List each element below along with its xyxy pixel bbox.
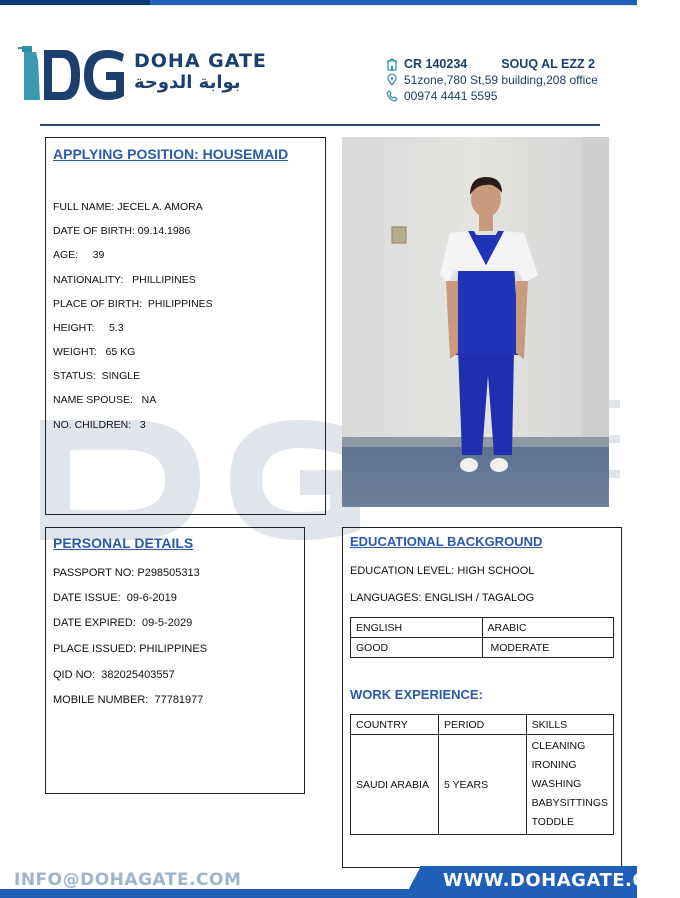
field-status: STATUS: SINGLE (53, 370, 141, 382)
table-row (351, 735, 614, 835)
table-row (351, 618, 614, 638)
personal-details-title: PERSONAL DETAILS (53, 535, 194, 551)
field-full-name: FULL NAME: JECEL A. AMORA (53, 201, 203, 213)
brand-name: DOHA GATE (134, 50, 267, 72)
skill-item: BABYSITTINGS (531, 797, 608, 809)
field-education-level: EDUCATION LEVEL: HIGH SCHOOL (350, 565, 535, 577)
skill-item: IRONING (531, 759, 577, 771)
table-cell-country: SAUDI ARABIA (351, 735, 439, 835)
table-cell-skills (526, 735, 613, 835)
skill-item: TODDLE (531, 816, 574, 828)
field-age: AGE: 39 (53, 249, 105, 261)
doha-gate-logo (18, 42, 126, 104)
skill-item: WASHING (531, 778, 582, 790)
address: 51zone,780 St,59 building,208 office (404, 73, 598, 87)
field-place-issued: PLACE ISSUED: PHILIPPINES (53, 643, 208, 655)
cr-number: CR 140234 (404, 57, 468, 71)
language-table (350, 617, 614, 658)
top-stripe-dark (0, 0, 150, 5)
footer-website-link[interactable]: WWW.DOHAGATE.COM (443, 870, 680, 891)
table-row (351, 638, 614, 658)
table-header-cell: COUNTRY (351, 715, 439, 735)
work-experience-table (350, 714, 614, 835)
skill-item: CLEANING (531, 740, 586, 752)
location-name: SOUQ AL EZZ 2 (501, 57, 596, 71)
work-experience-title: WORK EXPERIENCE: (350, 687, 483, 702)
brand-name-arabic: بوابة الدوحة (134, 72, 241, 93)
table-cell: GOOD (351, 638, 483, 658)
top-stripe-blue (150, 0, 637, 5)
field-date-expired: DATE EXPIRED: 09-5-2029 (53, 617, 193, 629)
table-row (351, 715, 614, 735)
map-pin-icon (386, 74, 398, 86)
contact-row-phone (386, 88, 626, 104)
footer-accent (404, 866, 421, 898)
field-date-of-birth: DATE OF BIRTH: 09.14.1986 (53, 225, 191, 237)
field-passport-no: PASSPORT NO: P298505313 (53, 567, 200, 579)
table-header-cell: ARABIC (482, 618, 614, 638)
field-mobile-number: MOBILE NUMBER: 77781977 (53, 694, 204, 706)
educational-background-title: EDUCATIONAL BACKGROUND (350, 534, 543, 549)
contact-row-address (386, 72, 626, 88)
applying-position-title: APPLYING POSITION: HOUSEMAID (53, 146, 289, 162)
field-weight: WEIGHT: 65 KG (53, 346, 136, 358)
contact-row-cr (386, 56, 626, 72)
field-name-spouse: NAME SPOUSE: NA (53, 394, 157, 406)
phone-number[interactable]: 00974 4441 5595 (404, 89, 498, 103)
table-header-cell: SKILLS (526, 715, 613, 735)
table-header-cell: PERIOD (438, 715, 526, 735)
contact-block (386, 56, 626, 104)
field-qid-no: QID NO: 382025403557 (53, 669, 175, 681)
field-languages: LANGUAGES: ENGLISH / TAGALOG (350, 592, 535, 604)
field-date-issue: DATE ISSUE: 09-6-2019 (53, 592, 177, 604)
footer-email-link[interactable]: INFO@DOHAGATE.COM (14, 870, 242, 890)
applicant-photo (342, 137, 609, 507)
phone-icon (386, 90, 398, 102)
field-place-of-birth: PLACE OF BIRTH: PHILIPPINES (53, 298, 213, 310)
building-icon (386, 58, 398, 70)
table-header-cell: ENGLISH (351, 618, 483, 638)
header-divider (40, 124, 600, 126)
field-height: HEIGHT: 5.3 (53, 322, 124, 334)
table-cell: MODERATE (482, 638, 614, 658)
field-no-children: NO. CHILDREN: 3 (53, 419, 146, 431)
field-nationality: NATIONALITY: PHILLIPINES (53, 274, 196, 286)
table-cell-period: 5 YEARS (438, 735, 526, 835)
